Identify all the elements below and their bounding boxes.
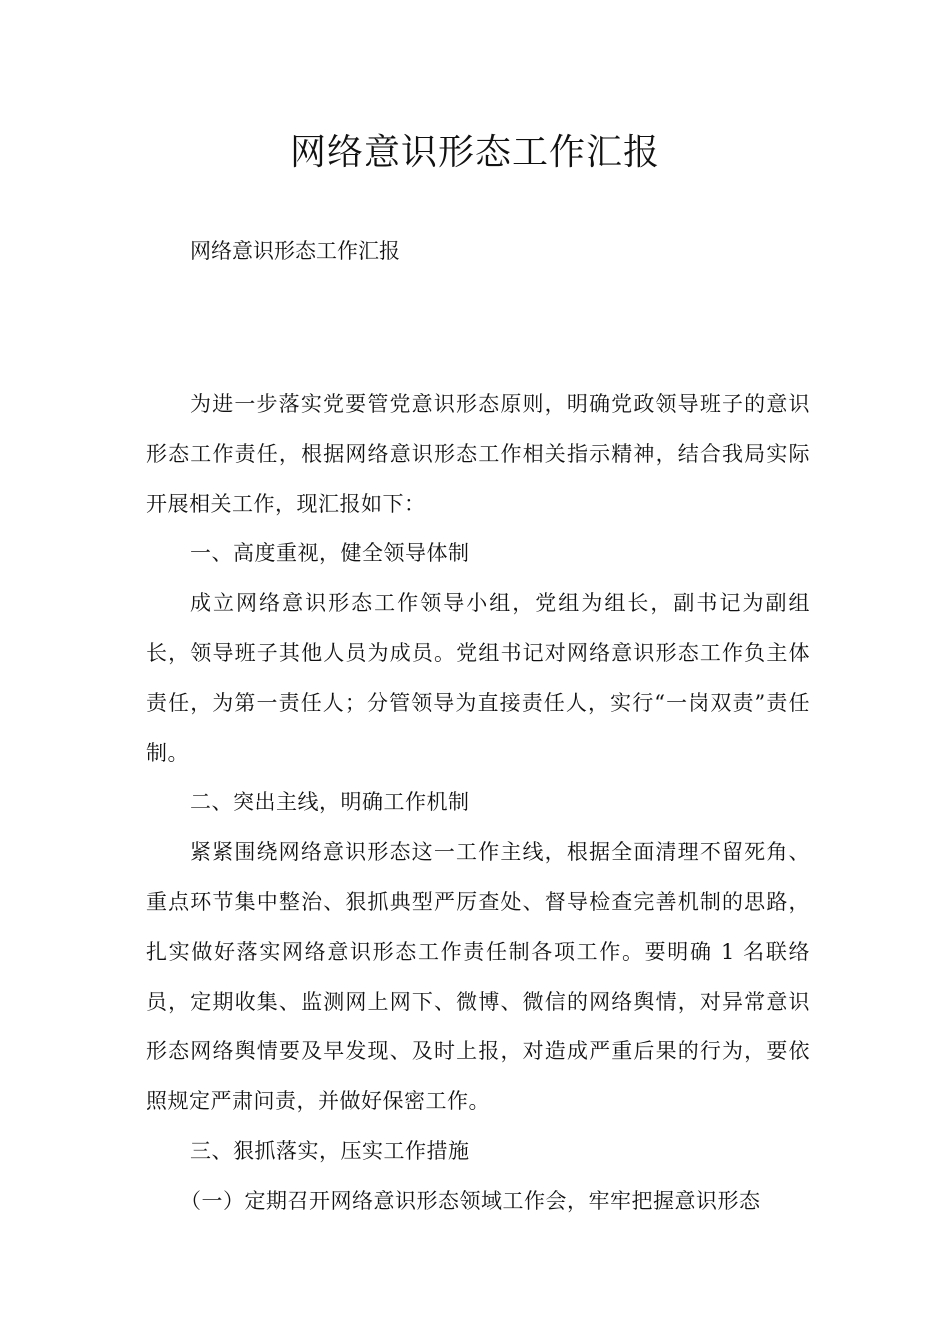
section-heading-1: 一、高度重视，健全领导体制 xyxy=(190,541,470,566)
section-heading-2: 二、突出主线，明确工作机制 xyxy=(190,790,470,815)
intro-paragraph: 为进一步落实党要管党意识形态原则，明确党政领导班子的意识形态工作责任，根据网络意识形态工作相关指示精神，结合我局实际开展相关工作，现汇报如下： xyxy=(146,392,810,516)
section-2-paragraph: 紧紧围绕网络意识形态这一工作主线，根据全面清理不留死角、重点环节集中整治、狠抓典型严厉查处、督导检查完善机制的思路，扎实做好落实网络意识形态工作责任制各项工作。要明确 1 名联络员，定期收集、监测网上网下、微博、微信的网络舆情，对异常意识形态网络舆情要及早发现、及时上报，对造成严重后果的行为，要依照规定严肃问责，并做好保密工作。 xyxy=(146,840,810,1114)
section-heading-3: 三、狠抓落实，压实工作措施 xyxy=(190,1138,470,1163)
section-3-item-1: （一）定期召开网络意识形态领域工作会，牢牢把握意识形态 xyxy=(180,1188,761,1213)
document-body xyxy=(146,380,810,1227)
document-subtitle: 网络意识形态工作汇报 xyxy=(190,239,400,263)
section-1-paragraph: 成立网络意识形态工作领导小组，党组为组长，副书记为副组长，领导班子其他人员为成员。党组书记对网络意识形态工作负主体责任，为第一责任人；分管领导为直接责任人，实行“一岗双责”责任制。 xyxy=(146,591,810,765)
document-title: 网络意识形态工作汇报 xyxy=(289,132,660,173)
